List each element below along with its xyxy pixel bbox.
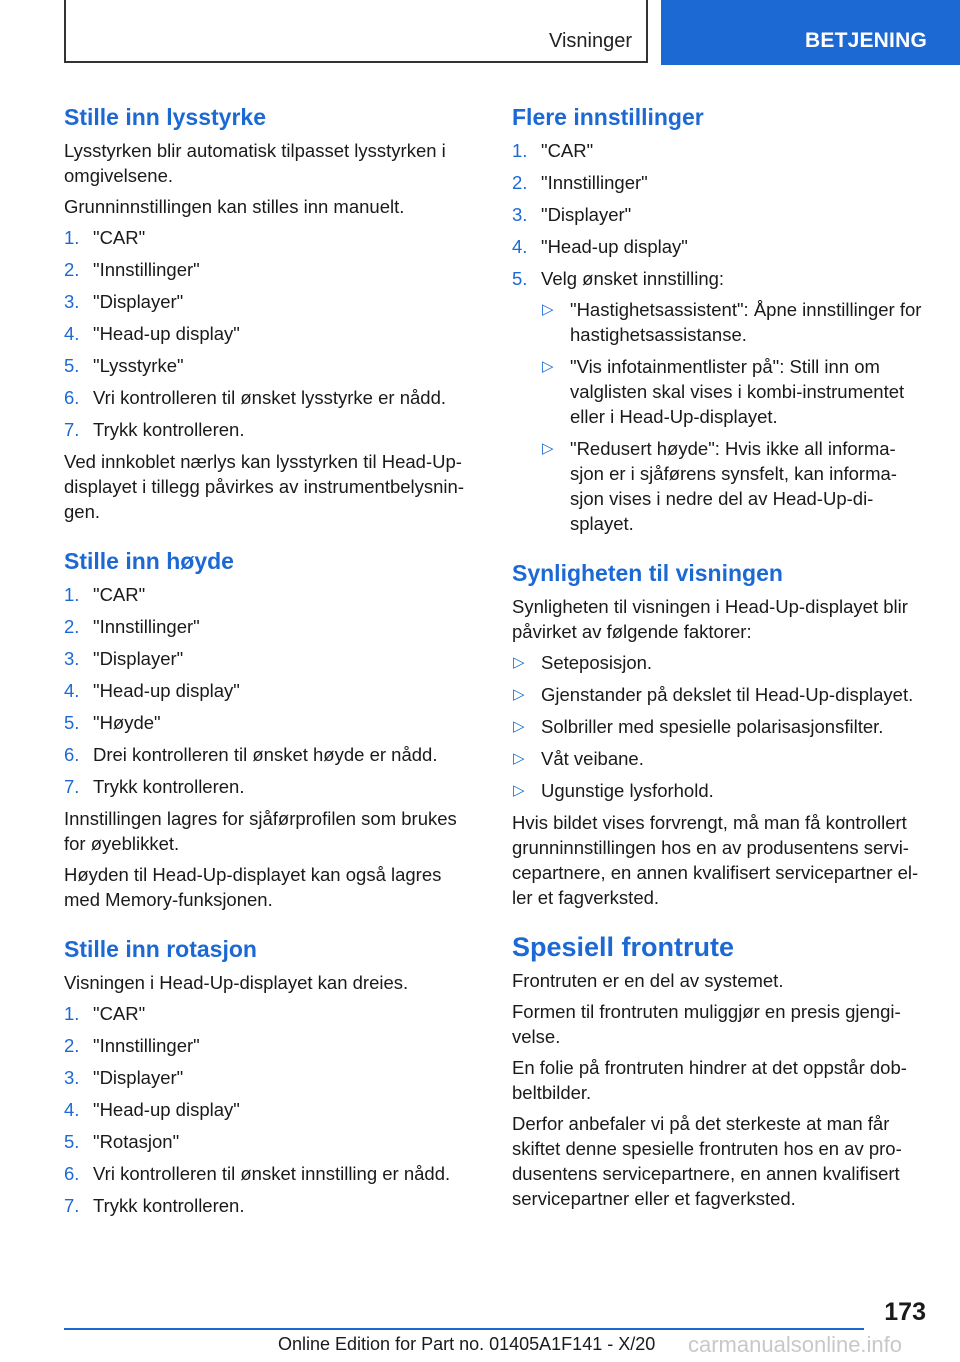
list-item [64, 289, 478, 314]
step-number: 3. [512, 204, 528, 225]
step-number: 6. [64, 387, 80, 408]
step-text: "CAR" [93, 227, 146, 248]
left-column [64, 102, 478, 1225]
step-number: 1. [64, 227, 80, 248]
section-title: Visninger [548, 30, 632, 52]
paragraph: Høyden til Head-Up-displayet kan også lagres med Memory-funksjonen. [64, 864, 442, 910]
sub-text: "Vis infotainmentlister på": Still inn om valglisten skal vises i kombi-instrumentet eller i Head-Up-displayet. [570, 356, 905, 427]
bullet-text: Gjenstander på dekslet til Head-Up-displayet. [541, 684, 914, 705]
step-text: "Head-up display" [93, 323, 240, 344]
list-item [64, 1065, 478, 1090]
list-item [64, 385, 478, 410]
step-text: Vri kontrolleren til ønsket lysstyrke er nådd. [93, 387, 446, 408]
step-number: 2. [512, 172, 528, 193]
list-item [512, 714, 928, 739]
step-text: "Head-up display" [541, 236, 688, 257]
step-number: 1. [64, 1003, 80, 1024]
step-number: 2. [64, 1035, 80, 1056]
list-item [512, 778, 928, 803]
paragraph: Synligheten til visningen i Head-Up-displayet blir påvirket av følgende faktorer: [512, 596, 908, 642]
step-text: Velg ønsket innstilling: [541, 268, 725, 289]
list-item [64, 1001, 478, 1026]
list-item [541, 436, 928, 536]
list-item [64, 1129, 478, 1154]
step-text: "Rotasjon" [93, 1131, 180, 1152]
list-item [64, 417, 478, 442]
paragraph: Lysstyrken blir automatisk tilpasset lysstyrken i omgivelsene. [64, 140, 446, 186]
paragraph: Formen til frontruten muliggjør en presis gjengi-velse. [512, 1001, 901, 1047]
heading-rotation: Stille inn rotasjon [64, 936, 257, 962]
step-number: 5. [64, 355, 80, 376]
list-item [64, 678, 478, 703]
step-text: "Høyde" [93, 712, 161, 733]
triangle-bullet-icon: ▷ [542, 358, 554, 375]
triangle-bullet-icon: ▷ [513, 782, 525, 799]
bullet-text: Ugunstige lysforhold. [541, 780, 714, 801]
step-text: "Displayer" [93, 1067, 184, 1088]
page-number: 173 [884, 1298, 926, 1326]
paragraph: Visningen i Head-Up-displayet kan dreies. [64, 972, 409, 993]
paragraph: Hvis bildet vises forvrengt, må man få kontrollert grunninnstillingen hos en av produsentens servi-cepartnere, en annen kvalifisert servicepartner el-ler et fagverksted. [512, 812, 919, 908]
list-item [64, 1161, 478, 1186]
step-text: "Innstillinger" [93, 1035, 200, 1056]
step-text: "Innstillinger" [93, 616, 200, 637]
triangle-bullet-icon: ▷ [542, 440, 554, 457]
list-item [64, 353, 478, 378]
list-item [64, 710, 478, 735]
sub-text: "Hastighetsassistent": Åpne innstillinger for hastighetsassistanse. [570, 299, 922, 345]
step-number: 7. [64, 776, 80, 797]
heading-brightness: Stille inn lysstyrke [64, 104, 266, 130]
bullet-text: Seteposisjon. [541, 652, 653, 673]
list-item [64, 742, 478, 767]
heading-windshield: Spesiell frontrute [512, 932, 735, 962]
list-item [64, 1033, 478, 1058]
list-item [541, 354, 928, 429]
step-text: "Innstillinger" [93, 259, 200, 280]
list-item [512, 234, 928, 259]
paragraph: Frontruten er en del av systemet. [512, 970, 784, 991]
paragraph: En folie på frontruten hindrer at det oppstår dob-beltbilder. [512, 1057, 907, 1103]
triangle-bullet-icon: ▷ [513, 718, 525, 735]
steps-brightness [64, 225, 478, 442]
list-item [512, 138, 928, 163]
visibility-factors [512, 650, 928, 803]
list-item [512, 650, 928, 675]
bullet-text: Våt veibane. [541, 748, 644, 769]
triangle-bullet-icon: ▷ [513, 686, 525, 703]
footer-divider [64, 1328, 864, 1330]
step-text: "Head-up display" [93, 1099, 240, 1120]
steps-height [64, 582, 478, 799]
step-number: 7. [64, 419, 80, 440]
list-item [512, 682, 928, 707]
step-number: 4. [64, 1099, 80, 1120]
right-column [512, 102, 928, 1217]
step-text: "Innstillinger" [541, 172, 648, 193]
step-text: "CAR" [541, 140, 594, 161]
step-number: 3. [64, 291, 80, 312]
step-number: 4. [512, 236, 528, 257]
list-item [64, 774, 478, 799]
step-number: 3. [64, 648, 80, 669]
triangle-bullet-icon: ▷ [542, 301, 554, 318]
list-item [64, 1097, 478, 1122]
list-item [64, 321, 478, 346]
step-text: Trykk kontrolleren. [93, 419, 245, 440]
step-text: "CAR" [93, 584, 146, 605]
bullet-text: Solbriller med spesielle polarisasjonsfilter. [541, 716, 884, 737]
step-text: "Displayer" [93, 291, 184, 312]
list-item [512, 202, 928, 227]
triangle-bullet-icon: ▷ [513, 750, 525, 767]
list-item [512, 266, 928, 536]
step-text: Vri kontrolleren til ønsket innstilling er nådd. [93, 1163, 451, 1184]
heading-visibility: Synligheten til visningen [512, 560, 783, 586]
step-text: "Displayer" [541, 204, 632, 225]
chapter-title: BETJENING [805, 29, 927, 52]
sub-text: "Redusert høyde": Hvis ikke all informa-sjon er i sjåførens synsfelt, kan informa-sjon vises i nedre del av Head-Up-di-splayet. [570, 438, 897, 534]
edition-text: Online Edition for Part no. 01405A1F141 - X/20 [278, 1334, 656, 1354]
steps-rotation [64, 1001, 478, 1218]
step-text: Drei kontrolleren til ønsket høyde er nådd. [93, 744, 438, 765]
step-text: "Displayer" [93, 648, 184, 669]
list-item [64, 1193, 478, 1218]
step-text: "CAR" [93, 1003, 146, 1024]
step-number: 6. [64, 1163, 80, 1184]
chapter-tab[interactable] [661, 0, 960, 65]
list-item [64, 646, 478, 671]
step-number: 5. [512, 268, 528, 289]
step-number: 2. [64, 616, 80, 637]
step-number: 7. [64, 1195, 80, 1216]
paragraph: Innstillingen lagres for sjåførprofilen som brukes for øyeblikket. [64, 808, 457, 854]
watermark: carmanualsonline.info [688, 1332, 903, 1357]
list-item [64, 257, 478, 282]
steps-more-settings [512, 138, 928, 536]
step-number: 1. [512, 140, 528, 161]
step-text: Trykk kontrolleren. [93, 776, 245, 797]
step-number: 5. [64, 1131, 80, 1152]
step-number: 2. [64, 259, 80, 280]
sub-options [541, 297, 928, 536]
step-number: 4. [64, 680, 80, 701]
step-text: Trykk kontrolleren. [93, 1195, 245, 1216]
step-text: "Lysstyrke" [93, 355, 184, 376]
list-item [64, 582, 478, 607]
heading-height: Stille inn høyde [64, 548, 234, 574]
list-item [512, 746, 928, 771]
step-number: 1. [64, 584, 80, 605]
step-number: 3. [64, 1067, 80, 1088]
list-item [64, 614, 478, 639]
heading-more-settings: Flere innstillinger [512, 104, 704, 130]
paragraph: Ved innkoblet nærlys kan lysstyrken til Head-Up-displayet i tillegg påvirkes av instrumentbelysnin-gen. [64, 451, 464, 522]
page-header [0, 0, 960, 66]
list-item [64, 225, 478, 250]
list-item [512, 170, 928, 195]
step-number: 6. [64, 744, 80, 765]
header-section-box [64, 0, 648, 63]
step-text: "Head-up display" [93, 680, 240, 701]
paragraph: Derfor anbefaler vi på det sterkeste at man får skiftet denne spesielle frontruten hos en av pro-dusentens servicepartnere, en annen kvalifisert servicepartner eller et fagverksted. [512, 1113, 902, 1209]
step-number: 5. [64, 712, 80, 733]
list-item [541, 297, 928, 347]
step-number: 4. [64, 323, 80, 344]
triangle-bullet-icon: ▷ [513, 654, 525, 671]
paragraph: Grunninnstillingen kan stilles inn manuelt. [64, 196, 405, 217]
